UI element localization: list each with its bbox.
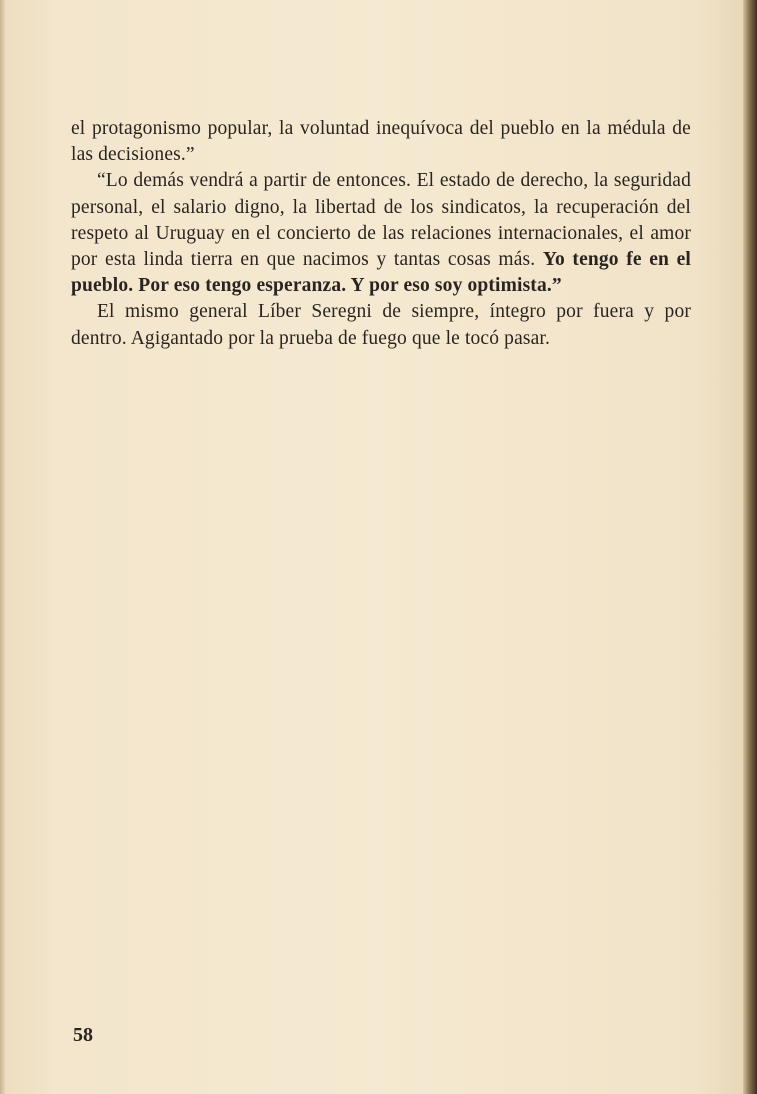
- paragraph-2: [71, 168, 691, 299]
- paragraph-3-text: El mismo general Líber Seregni de siempre, íntegro por fuera y por dentro. Agigantado por la prueba de fuego que le tocó pasar.: [71, 301, 691, 349]
- page-number: 58: [73, 1024, 93, 1046]
- page-left-edge: [0, 0, 6, 1094]
- paragraph-2-text: “Lo demás vendrá a partir de entonces. El estado de derecho, la seguridad personal, el salario digno, la libertad de los sindicatos, la recuperación del respeto al Uruguay en el concierto de las relaciones internacionales, el amor por esta linda tierra en que nacimos y tantas cosas más.: [71, 170, 691, 271]
- body-text: [71, 116, 691, 352]
- paragraph-3: [71, 299, 691, 351]
- paragraph-2-emphasis: Yo tengo fe en el pueblo. Por eso tengo esperanza. Y por eso soy optimista.”: [71, 249, 691, 297]
- paragraph-1: [71, 116, 691, 168]
- paragraph-1-text: el protagonismo popular, la voluntad inequívoca del pueblo en la médula de las decisiones.”: [71, 118, 691, 166]
- book-binding-edge: [743, 0, 757, 1094]
